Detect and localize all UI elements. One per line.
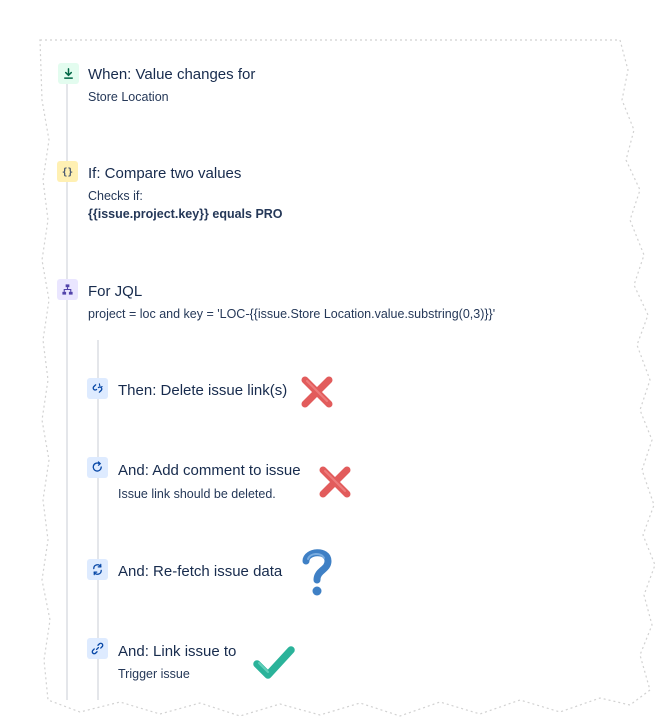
link-icon [87, 638, 108, 659]
braces-icon [57, 161, 78, 182]
trigger-title: When: Value changes for [88, 66, 256, 83]
success-check-icon [252, 643, 296, 681]
trigger-icon [58, 63, 79, 84]
refetch-title: And: Re-fetch issue data [118, 563, 283, 580]
hierarchy-icon [57, 279, 78, 300]
delete-link-title: Then: Delete issue link(s) [118, 382, 288, 399]
failed-x-icon [317, 464, 353, 500]
link-issue-title: And: Link issue to [118, 643, 237, 660]
unlink-icon [87, 378, 108, 399]
trigger-field: Store Location [88, 90, 169, 104]
comment-refresh-icon [87, 457, 108, 478]
condition-label: Checks if: [88, 189, 143, 203]
link-issue-target: Trigger issue [118, 667, 190, 681]
condition-expression: {{issue.project.key}} equals PRO [88, 207, 283, 221]
branch-title: For JQL [88, 283, 143, 300]
add-comment-title: And: Add comment to issue [118, 462, 301, 479]
condition-title: If: Compare two values [88, 165, 242, 182]
branch-jql: project = loc and key = 'LOC-{{issue.Store Location.value.substring(0,3)}}' [88, 307, 496, 321]
failed-x-icon [299, 374, 335, 410]
refresh-icon [87, 559, 108, 580]
question-mark-icon [299, 546, 335, 600]
add-comment-text: Issue link should be deleted. [118, 487, 276, 501]
svg-text:{}: {} [61, 167, 74, 178]
